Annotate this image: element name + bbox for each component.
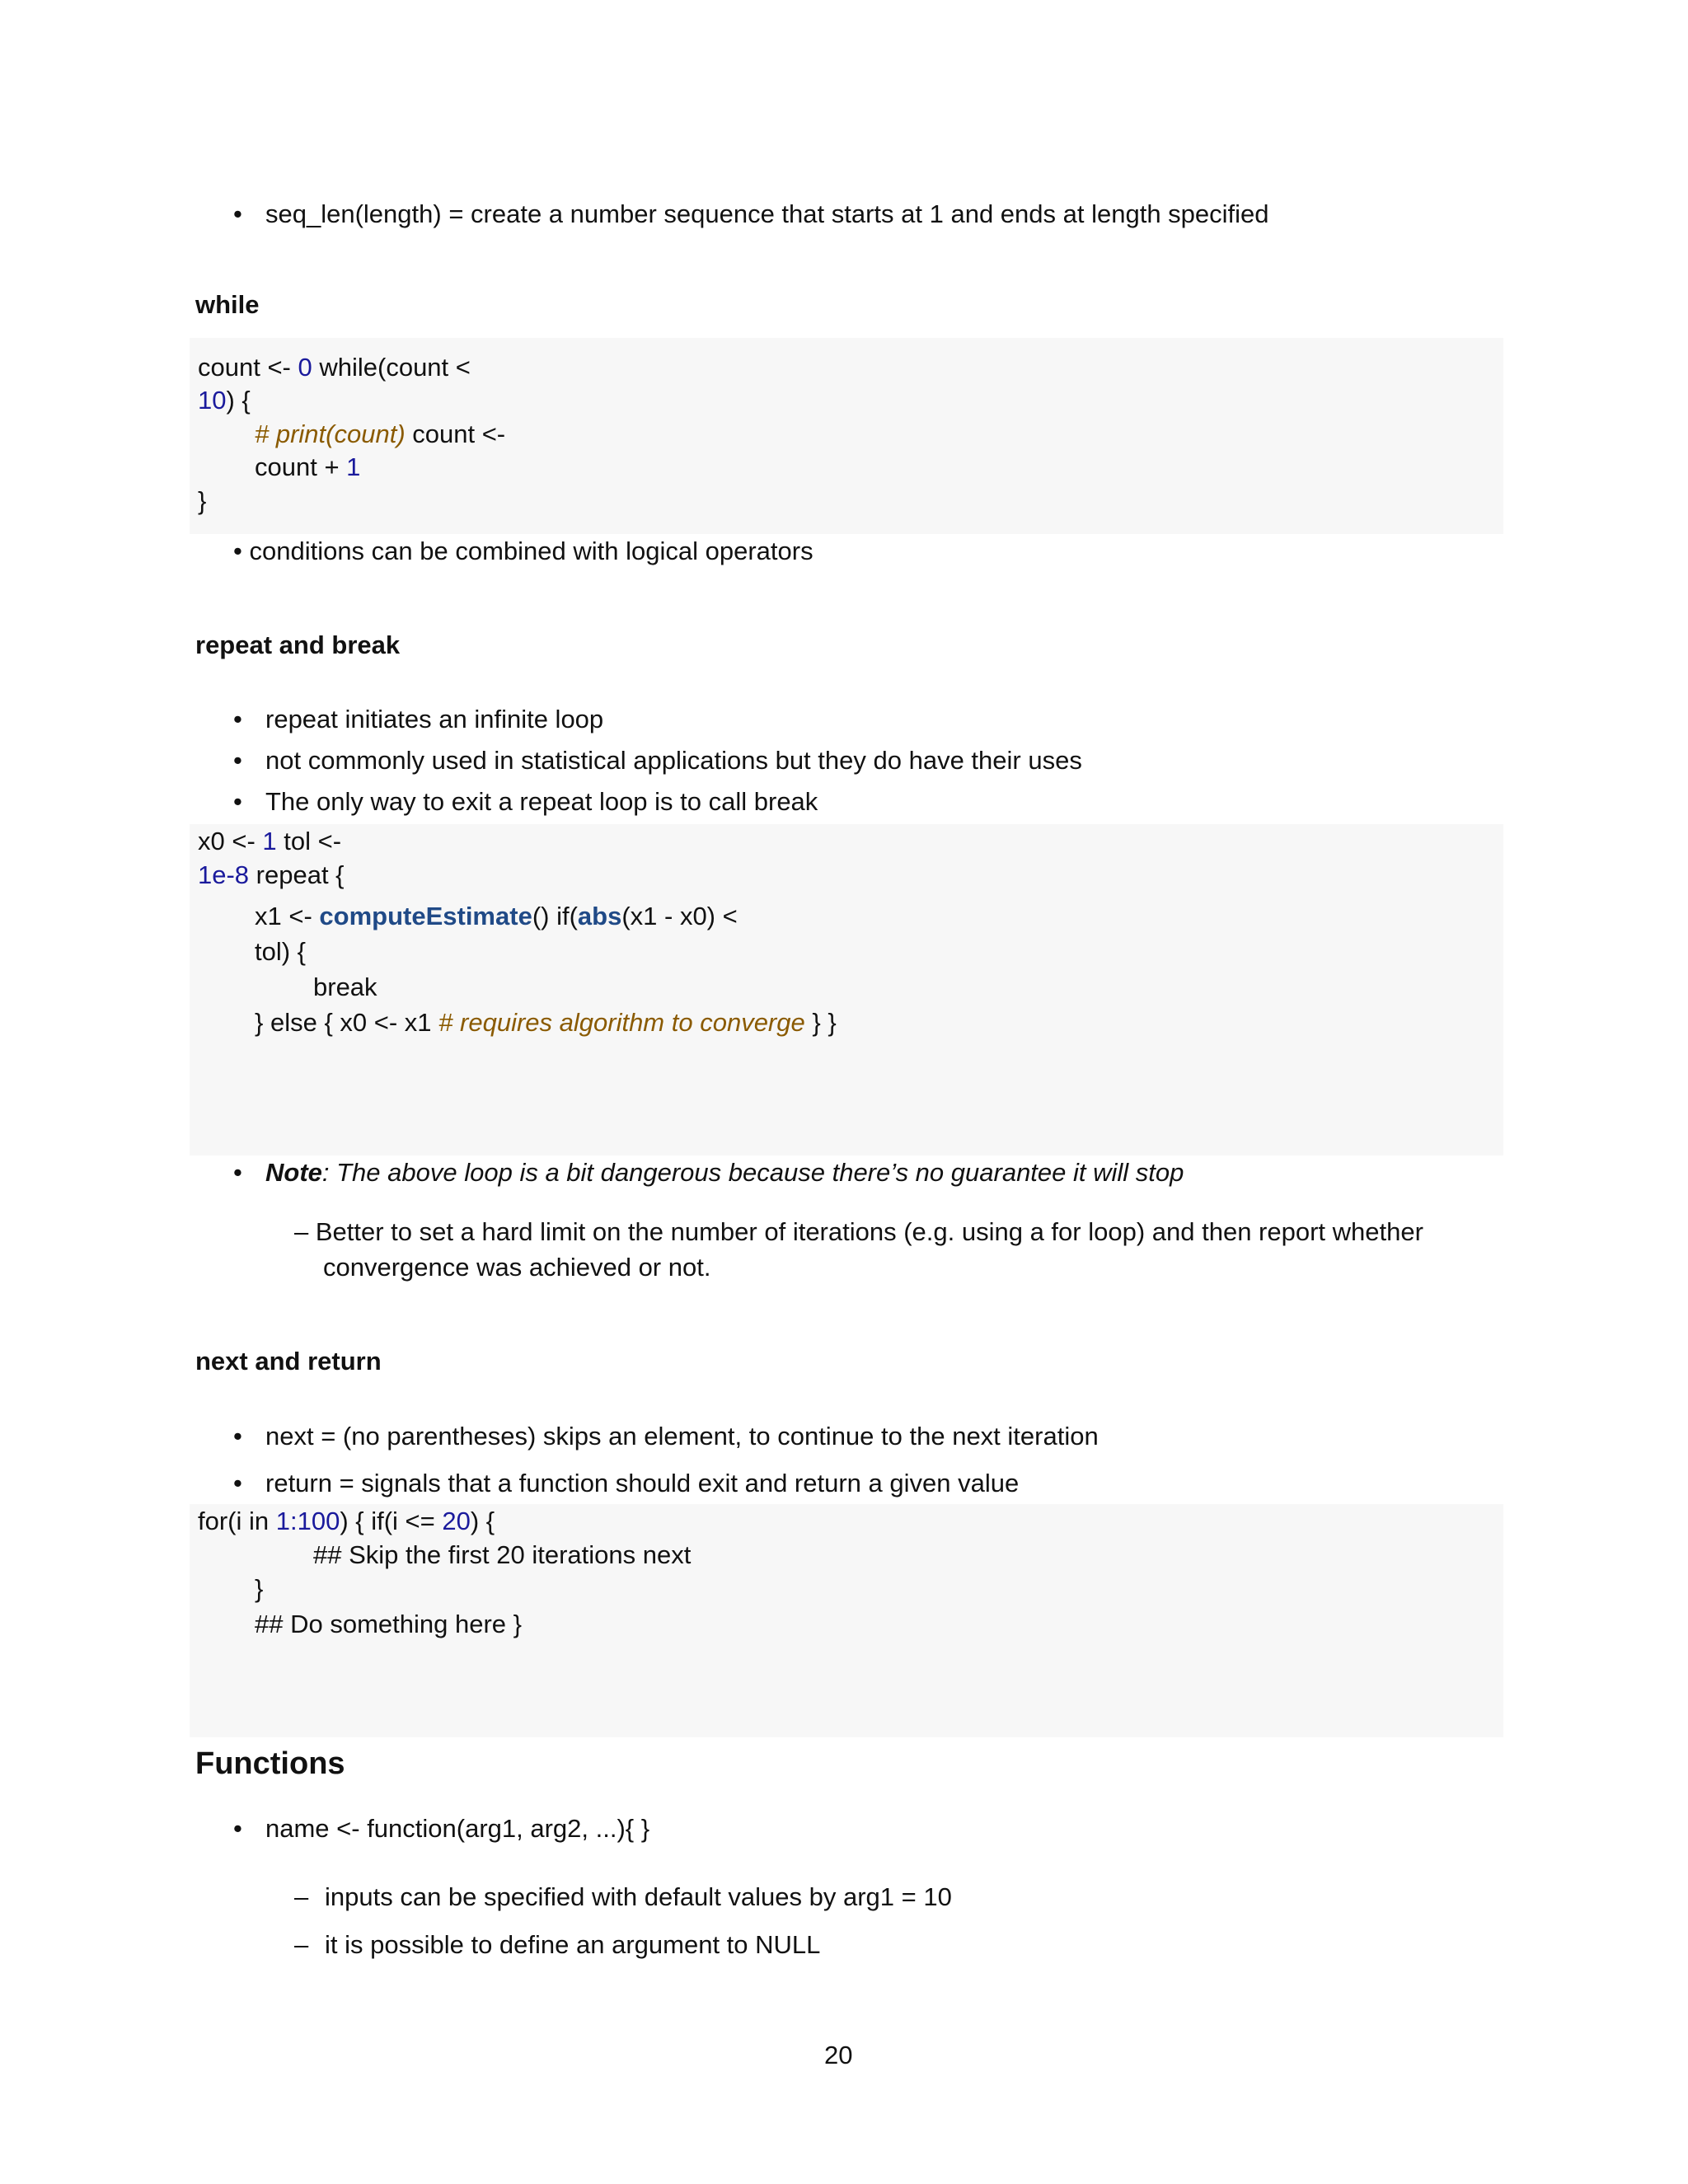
bullet-dot: • <box>233 746 242 775</box>
code-line: ## Skip the first 20 iterations next <box>313 1540 692 1569</box>
code-line: x0 <- 1 tol <- <box>198 827 342 855</box>
section-heading-repeat: repeat and break <box>195 630 401 659</box>
sub-bullet-text: inputs can be specified with default values by arg1 = 10 <box>325 1882 952 1911</box>
bullet-dot: • <box>233 1422 242 1451</box>
bullet-text: repeat initiates an infinite loop <box>265 705 604 733</box>
sub-bullet-dash: – <box>294 1882 309 1911</box>
bullet-text: seq_len(length) = create a number sequence that starts at 1 and ends at length specified <box>265 199 1269 228</box>
bullet-text: return = signals that a function should exit and return a given value <box>265 1469 1020 1497</box>
bullet-text: next = (no parentheses) skips an element, to continue to the next iteration <box>265 1422 1099 1451</box>
bullet-dot: • <box>233 1814 242 1843</box>
code-line: 1e-8 repeat { <box>198 860 345 889</box>
code-line: ## Do something here } <box>255 1610 522 1638</box>
bullet-text: not commonly used in statistical applications but they do have their uses <box>265 746 1082 775</box>
bullet-dot: • <box>233 199 242 228</box>
code-line: tol) { <box>255 937 307 966</box>
code-line: } <box>198 486 207 515</box>
section-heading-functions: Functions <box>195 1746 345 1781</box>
code-block-repeat <box>190 824 1503 1155</box>
code-line: 10) { <box>198 386 251 415</box>
section-heading-while: while <box>195 290 260 319</box>
page-number: 20 <box>824 2041 853 2069</box>
bullet-dot: • <box>233 1158 242 1187</box>
section-heading-next: next and return <box>195 1347 382 1376</box>
code-line: for(i in 1:100) { if(i <= 20) { <box>198 1507 495 1535</box>
code-line: break <box>313 972 377 1001</box>
code-line: x1 <- computeEstimate() if(abs(x1 - x0) < <box>255 902 738 930</box>
code-line: count <- 0 while(count < <box>198 353 471 382</box>
sub-bullet-line2: convergence was achieved or not. <box>323 1253 711 1282</box>
note-bullet: Note: The above loop is a bit dangerous because there’s no guarantee it will stop <box>265 1158 1184 1187</box>
code-line: } else { x0 <- x1 # requires algorithm to converge } } <box>255 1008 837 1037</box>
note-text: • conditions can be combined with logical operators <box>233 537 814 565</box>
code-line: # print(count) count <- <box>255 419 506 448</box>
bullet-dot: • <box>233 1469 242 1497</box>
bullet-dot: • <box>233 787 242 816</box>
sub-bullet-dash: – <box>294 1930 309 1959</box>
bullet-text: The only way to exit a repeat loop is to call break <box>265 787 818 816</box>
bullet-dot: • <box>233 705 242 733</box>
code-line: } <box>255 1574 264 1603</box>
sub-bullet-line1: – Better to set a hard limit on the number of iterations (e.g. using a for loop) and then report whether <box>294 1217 1423 1246</box>
sub-bullet-text: it is possible to define an argument to NULL <box>325 1930 821 1959</box>
code-line: count + 1 <box>255 452 361 481</box>
bullet-text: name <- function(arg1, arg2, ...){ } <box>265 1814 650 1843</box>
